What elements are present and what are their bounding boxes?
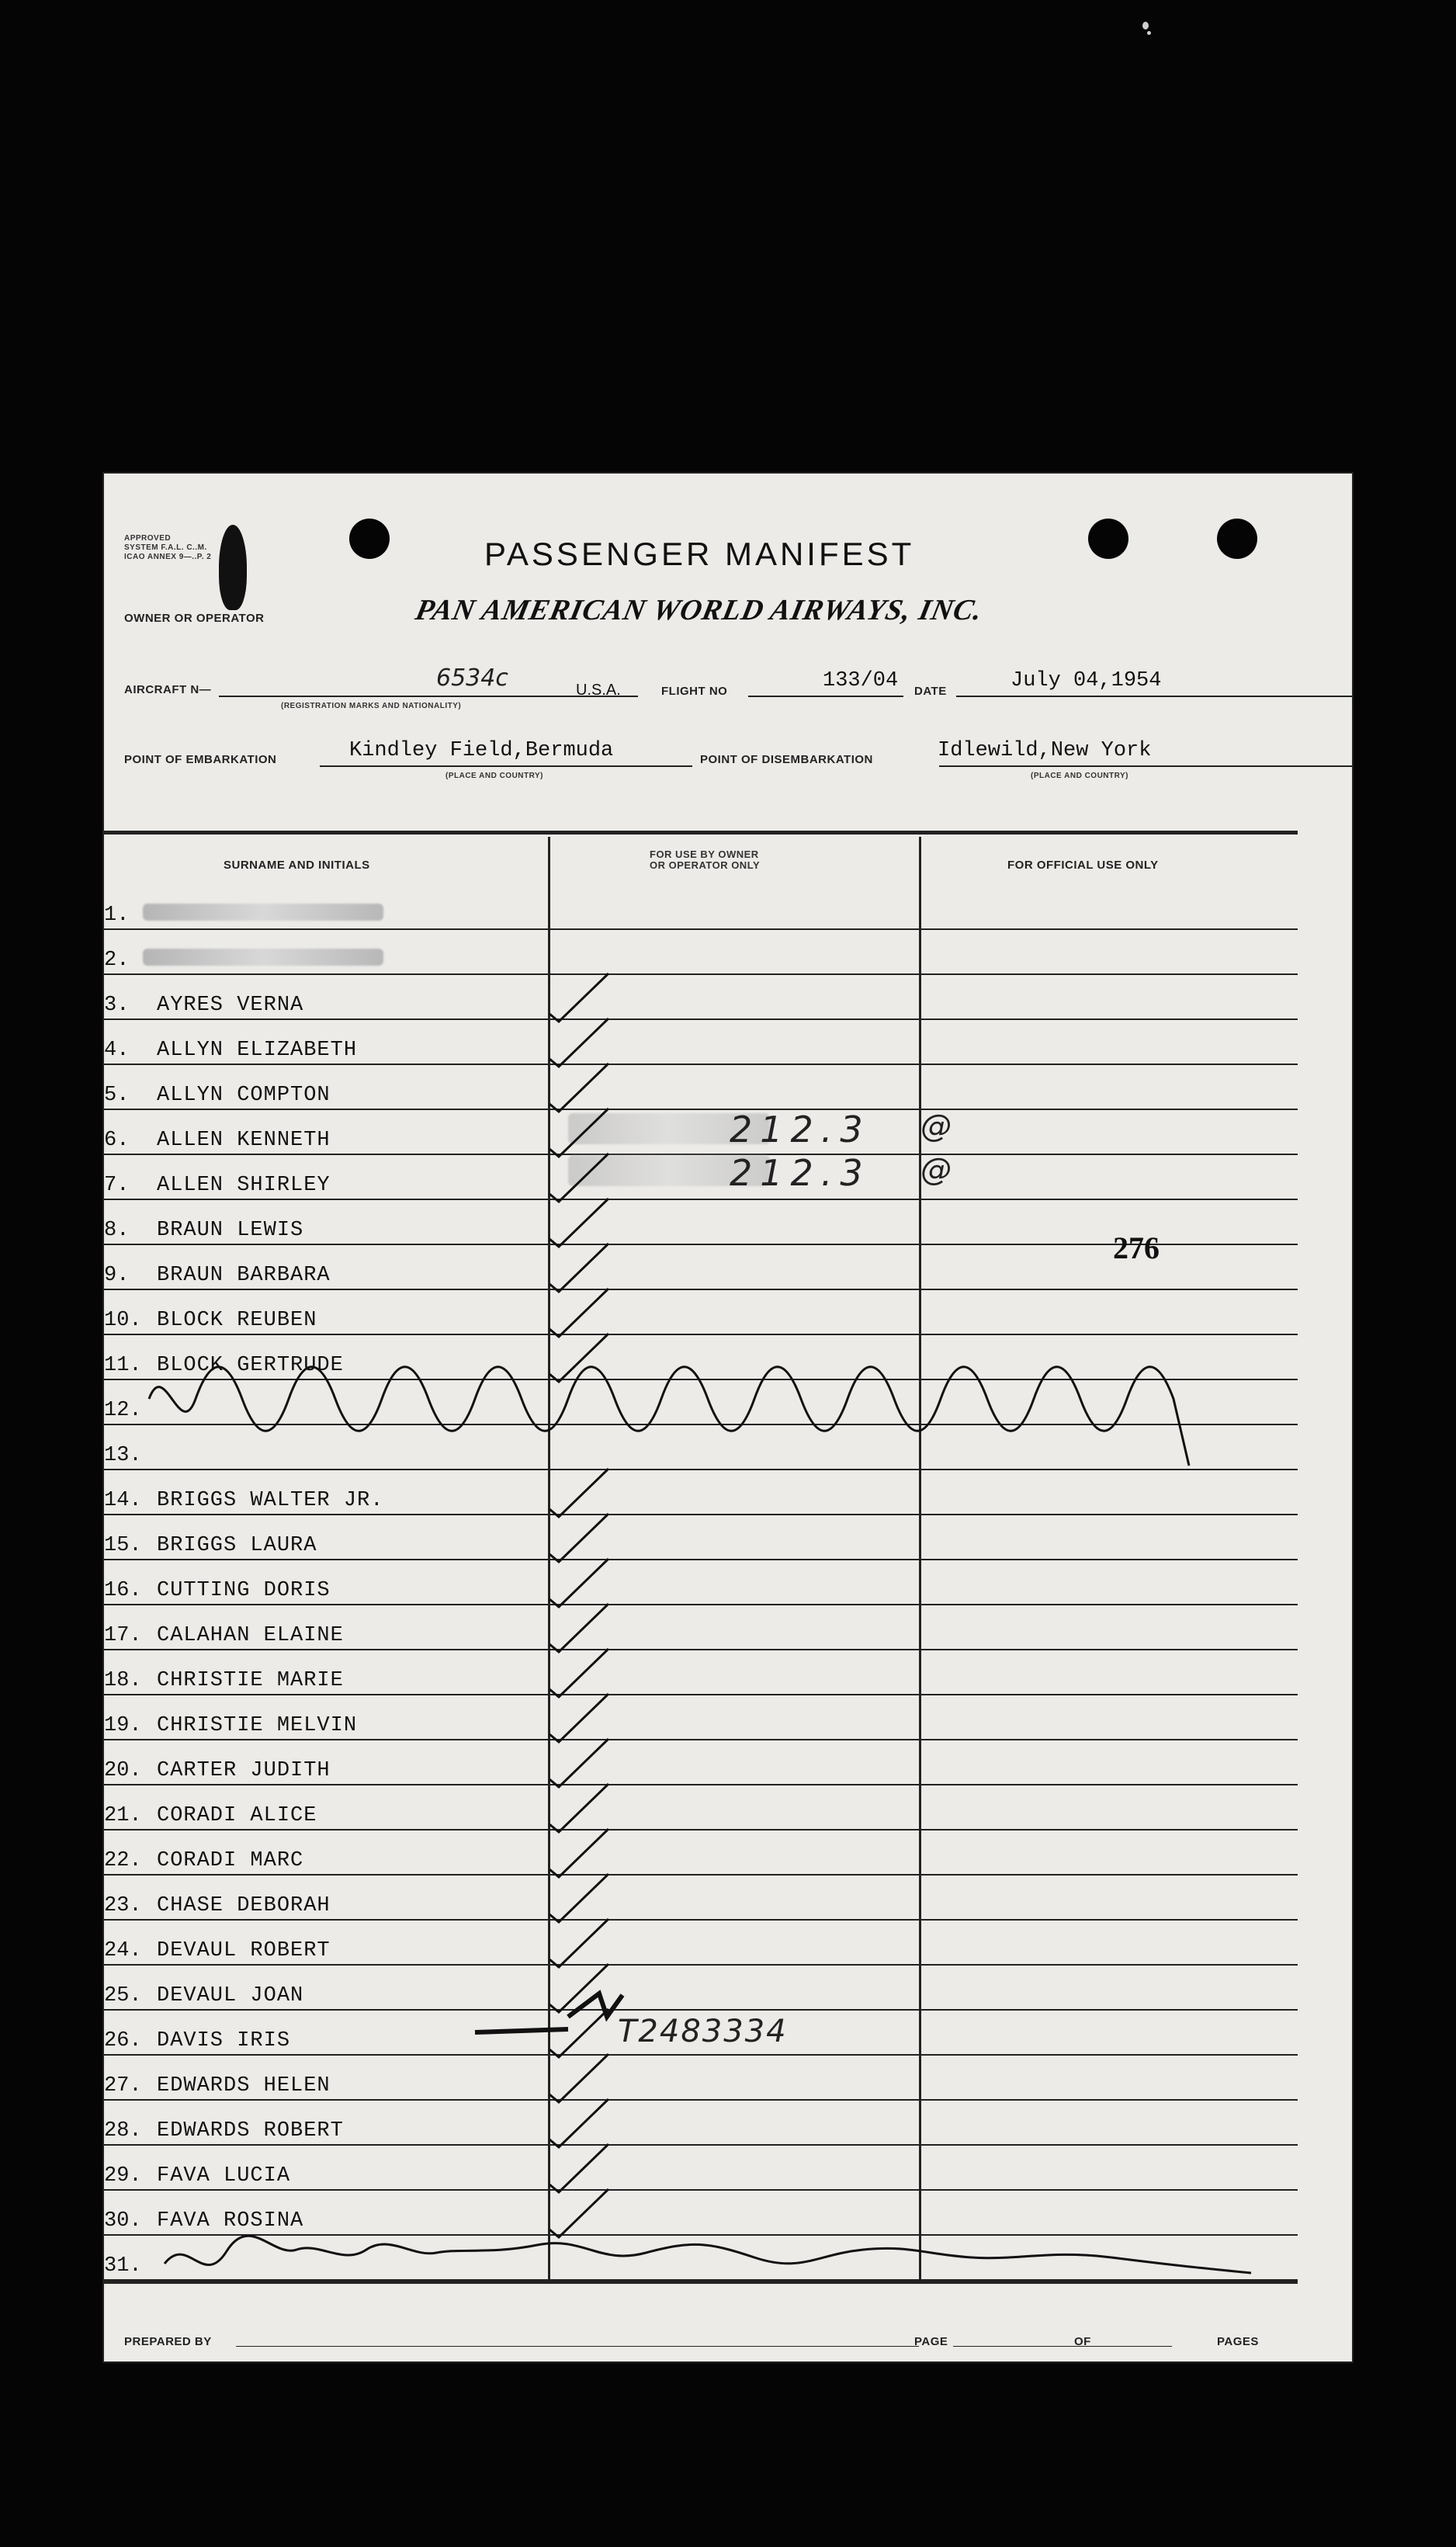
passenger-name: BRIGGS WALTER JR. — [157, 1489, 384, 1512]
row-number: 28. — [104, 2119, 142, 2143]
passenger-name: ALLEN KENNETH — [157, 1129, 331, 1152]
row-number: 31. — [104, 2254, 142, 2278]
passenger-name: CALAHAN ELAINE — [157, 1624, 344, 1647]
row26-code: T2483334 — [618, 2014, 788, 2049]
row-number: 30. — [104, 2209, 142, 2233]
check-mark — [549, 1018, 608, 1067]
owner-label: OWNER OR OPERATOR — [124, 612, 265, 625]
check-mark — [549, 1469, 608, 1517]
row-number: 15. — [104, 1534, 142, 1557]
check-mark — [549, 1739, 608, 1787]
check-mark — [549, 1199, 608, 1247]
row-number: 18. — [104, 1669, 142, 1692]
prepared-by-label: PREPARED BY — [124, 2335, 212, 2348]
scribble-row31 — [165, 2236, 1251, 2273]
check-mark — [549, 1244, 608, 1292]
dust-speck — [1142, 22, 1149, 29]
row6-mark: @ — [920, 1109, 952, 1144]
airline-name: PAN AMERICAN WORLD AIRWAYS, INC. — [412, 594, 986, 626]
flight-number: 133/04 — [823, 669, 899, 692]
page-title: PASSENGER MANIFEST — [484, 536, 915, 572]
passenger-name: CHRISTIE MELVIN — [157, 1714, 358, 1737]
row-number: 11. — [104, 1354, 142, 1377]
row-number: 22. — [104, 1849, 142, 1872]
row-number: 20. — [104, 1759, 142, 1782]
check-mark — [549, 2099, 608, 2147]
row-number: 25. — [104, 1984, 142, 2007]
check-mark — [549, 1874, 608, 1922]
disembarkation-label: POINT OF DISEMBARKATION — [700, 753, 873, 766]
owner-use-header: FOR USE BY OWNER — [650, 848, 759, 860]
place-caption: (PLACE AND COUNTRY) — [445, 772, 543, 780]
row-number: 19. — [104, 1714, 142, 1737]
country-code: U.S.A. — [576, 682, 621, 699]
flight-label: FLIGHT NO — [661, 685, 728, 698]
check-mark — [549, 1964, 608, 2012]
passenger-name: BLOCK REUBEN — [157, 1309, 317, 1332]
passenger-name: ALLYN COMPTON — [157, 1084, 331, 1107]
row6-code: 212.3 — [730, 1109, 871, 1150]
table-bottom-rule — [102, 2281, 1298, 2284]
manifest-sheet — [102, 472, 1354, 2363]
row-number: 16. — [104, 1579, 142, 1602]
row-number: 9. — [104, 1264, 130, 1287]
passenger-name: CORADI ALICE — [157, 1804, 317, 1827]
heavy-strike-row26 — [475, 1994, 622, 2032]
passenger-name: DAVIS IRIS — [157, 2029, 291, 2053]
passenger-name: CUTTING DORIS — [157, 1579, 331, 1602]
passenger-name: CHRISTIE MARIE — [157, 1669, 344, 1692]
row-number: 1. — [104, 904, 130, 927]
row-number: 27. — [104, 2074, 142, 2098]
check-mark — [549, 1559, 608, 1607]
date-label: DATE — [914, 685, 947, 698]
row-number: 4. — [104, 1039, 130, 1062]
aircraft-number: 6534c — [436, 665, 508, 692]
owner-use-header: OR OPERATOR ONLY — [650, 859, 761, 871]
check-mark — [549, 2054, 608, 2102]
pages-label: PAGES — [1217, 2335, 1259, 2348]
row-number: 21. — [104, 1804, 142, 1827]
row-number: 24. — [104, 1939, 142, 1962]
row-number: 14. — [104, 1489, 142, 1512]
passenger-name: EDWARDS HELEN — [157, 2074, 331, 2098]
passenger-name: BLOCK GERTRUDE — [157, 1354, 344, 1377]
approval-line: SYSTEM F.A.L. C..M. — [124, 543, 207, 552]
check-mark — [549, 1154, 608, 1202]
row-number: 23. — [104, 1894, 142, 1917]
check-mark — [549, 1649, 608, 1697]
passenger-name: BRIGGS LAURA — [157, 1534, 317, 1557]
surname-header: SURNAME AND INITIALS — [224, 859, 370, 872]
row-number: 5. — [104, 1084, 130, 1107]
dust-speck — [1147, 31, 1151, 35]
check-mark — [549, 2009, 608, 2057]
passenger-name: ALLEN SHIRLEY — [157, 1174, 331, 1197]
passenger-name: ALLYN ELIZABETH — [157, 1039, 358, 1062]
place-caption: (PLACE AND COUNTRY) — [1031, 772, 1128, 780]
passenger-name: EDWARDS ROBERT — [157, 2119, 344, 2143]
check-mark — [549, 1109, 608, 1157]
row-number: 29. — [104, 2164, 142, 2188]
check-mark — [549, 1064, 608, 1112]
official-use-header: FOR OFFICIAL USE ONLY — [1007, 859, 1159, 872]
passenger-name: FAVA ROSINA — [157, 2209, 304, 2233]
check-mark — [549, 1514, 608, 1562]
approval-line: APPROVED — [124, 534, 172, 543]
passenger-name: AYRES VERNA — [157, 994, 304, 1017]
check-mark — [549, 2144, 608, 2192]
flight-date: July 04,1954 — [1011, 669, 1162, 692]
row-number: 8. — [104, 1219, 130, 1242]
passenger-name: BRAUN BARBARA — [157, 1264, 331, 1287]
row-number: 17. — [104, 1624, 142, 1647]
check-mark — [549, 2189, 608, 2237]
check-mark — [549, 1604, 608, 1652]
pen-marks — [102, 472, 1354, 2363]
disembarkation-place: Idlewild,New York — [938, 739, 1152, 762]
row-number: 3. — [104, 994, 130, 1017]
row-number: 12. — [104, 1399, 142, 1422]
page-label: PAGE — [914, 2335, 948, 2348]
official-stamp: 276 — [1113, 1230, 1160, 1265]
row-number: 7. — [104, 1174, 130, 1197]
embarkation-label: POINT OF EMBARKATION — [124, 753, 277, 766]
check-mark — [549, 1919, 608, 1967]
check-mark — [549, 1694, 608, 1742]
passenger-name: FAVA LUCIA — [157, 2164, 291, 2188]
scribble-row12-13 — [149, 1367, 1189, 1466]
row-number: 2. — [104, 949, 130, 972]
row-number: 13. — [104, 1444, 142, 1467]
check-mark — [549, 1289, 608, 1337]
embarkation-place: Kindley Field,Bermuda — [349, 739, 614, 762]
row-number: 10. — [104, 1309, 142, 1332]
prepared-underline — [236, 2346, 919, 2347]
passenger-name: BRAUN LEWIS — [157, 1219, 304, 1242]
passenger-name: CORADI MARC — [157, 1849, 304, 1872]
passenger-name: DEVAUL JOAN — [157, 1984, 304, 2007]
row7-code: 212.3 — [730, 1152, 871, 1194]
check-mark — [549, 1784, 608, 1832]
page-underline — [953, 2346, 1172, 2347]
registration-caption: (REGISTRATION MARKS AND NATIONALITY) — [281, 702, 462, 710]
passenger-name: DEVAUL ROBERT — [157, 1939, 331, 1962]
passenger-name: CHASE DEBORAH — [157, 1894, 331, 1917]
row-number: 26. — [104, 2029, 142, 2053]
check-mark — [549, 973, 608, 1022]
approval-line: ICAO ANNEX 9—..P. 2 — [124, 553, 212, 561]
aircraft-label: AIRCRAFT N— — [124, 683, 212, 696]
row-number: 6. — [104, 1129, 130, 1152]
check-mark — [549, 1829, 608, 1877]
passenger-name: CARTER JUDITH — [157, 1759, 331, 1782]
row7-mark: @ — [920, 1152, 952, 1188]
of-label: OF — [1074, 2335, 1091, 2348]
